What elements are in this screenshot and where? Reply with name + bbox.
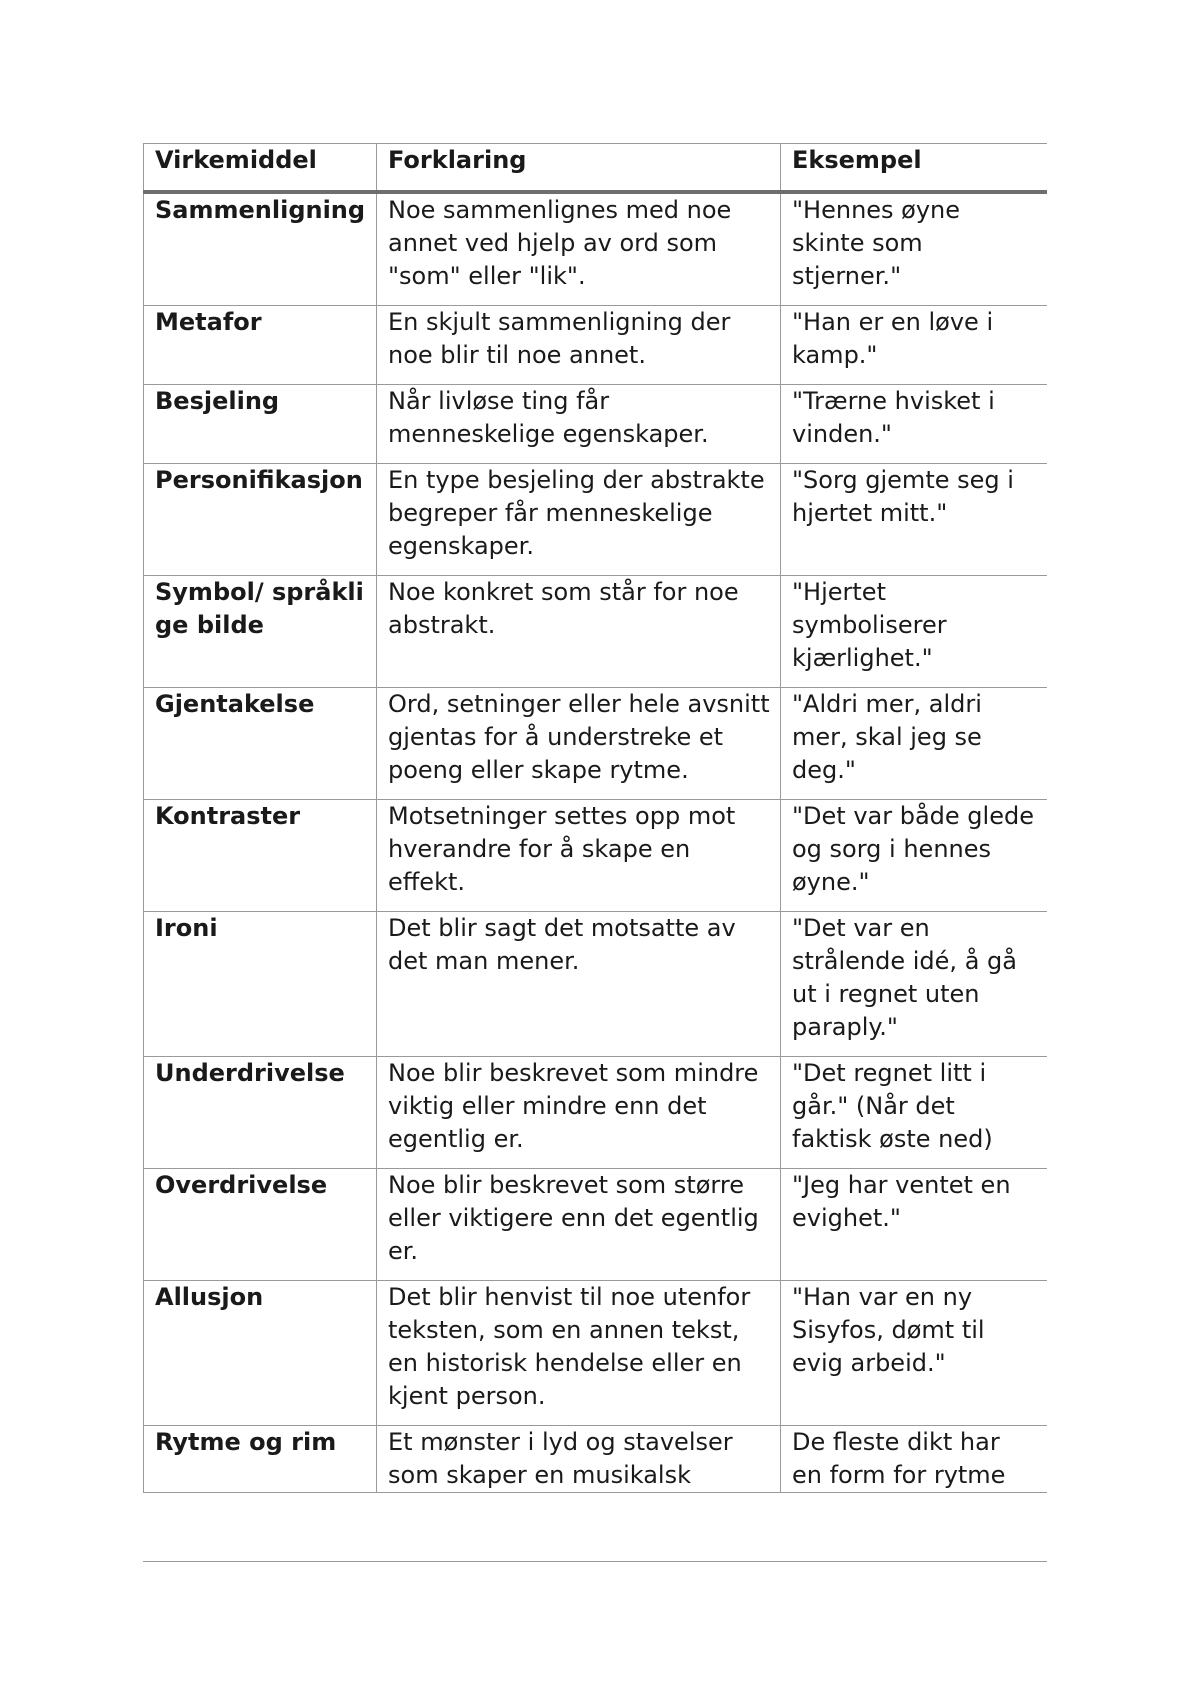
term-cell: Symbol/ språklige bilde (144, 576, 377, 688)
table-header-row (144, 144, 1048, 193)
table-row (144, 385, 1048, 464)
term-cell: Underdrivelse (144, 1057, 377, 1169)
term-cell: Ironi (144, 912, 377, 1057)
literary-devices-table-container (143, 143, 1047, 1562)
example-cell: "Det regnet litt i går." (Når det faktisk øste ned) (781, 1057, 1048, 1169)
example-cell: "Trærne hvisket i vinden." (781, 385, 1048, 464)
example-cell: "Han var en ny Sisyfos, dømt til evig arbeid." (781, 1281, 1048, 1426)
table-row (144, 688, 1048, 800)
term-cell: Overdrivelse (144, 1169, 377, 1281)
explanation-cell: En skjult sammenligning der noe blir til noe annet. (377, 306, 781, 385)
term-cell: Metafor (144, 306, 377, 385)
table-row (144, 306, 1048, 385)
explanation-cell: Noe sammenlignes med noe annet ved hjelp av ord som "som" eller "lik". (377, 192, 781, 306)
literary-devices-table (143, 143, 1047, 1493)
explanation-cell: Noe konkret som står for noe abstrakt. (377, 576, 781, 688)
term-cell: Rytme og rim (144, 1426, 377, 1493)
header-forklaring: Forklaring (377, 144, 781, 193)
example-cell: "Det var både glede og sorg i hennes øyne." (781, 800, 1048, 912)
explanation-cell: Når livløse ting får menneskelige egenskaper. (377, 385, 781, 464)
example-cell: "Han er en løve i kamp." (781, 306, 1048, 385)
table-row (144, 576, 1048, 688)
example-cell: "Sorg gjemte seg i hjertet mitt." (781, 464, 1048, 576)
explanation-cell: En type besjeling der abstrakte begreper får menneskelige egenskaper. (377, 464, 781, 576)
explanation-cell: Ord, setninger eller hele avsnitt gjentas for å understreke et poeng eller skape rytme. (377, 688, 781, 800)
table-row (144, 1426, 1048, 1493)
term-cell: Kontraster (144, 800, 377, 912)
table-row (144, 800, 1048, 912)
term-cell: Gjentakelse (144, 688, 377, 800)
term-cell: Personifikasjon (144, 464, 377, 576)
header-virkemiddel: Virkemiddel (144, 144, 377, 193)
term-cell: Sammenligning (144, 192, 377, 306)
example-cell: "Hjertet symboliserer kjærlighet." (781, 576, 1048, 688)
explanation-cell: Noe blir beskrevet som mindre viktig eller mindre enn det egentlig er. (377, 1057, 781, 1169)
header-eksempel: Eksempel (781, 144, 1048, 193)
table-row (144, 912, 1048, 1057)
table-row (144, 1169, 1048, 1281)
example-cell: "Jeg har ventet en evighet." (781, 1169, 1048, 1281)
table-row (144, 1057, 1048, 1169)
term-cell: Allusjon (144, 1281, 377, 1426)
explanation-cell: Det blir henvist til noe utenfor teksten, som en annen tekst, en historisk hendelse eller en kjent person. (377, 1281, 781, 1426)
table-row (144, 1281, 1048, 1426)
explanation-cell: Noe blir beskrevet som større eller viktigere enn det egentlig er. (377, 1169, 781, 1281)
explanation-cell: Et mønster i lyd og stavelser som skaper en musikalsk (377, 1426, 781, 1493)
example-cell: "Aldri mer, aldri mer, skal jeg se deg." (781, 688, 1048, 800)
example-cell: De fleste dikt har en form for rytme (781, 1426, 1048, 1493)
explanation-cell: Det blir sagt det motsatte av det man mener. (377, 912, 781, 1057)
explanation-cell: Motsetninger settes opp mot hverandre for å skape en effekt. (377, 800, 781, 912)
table-row (144, 464, 1048, 576)
term-cell: Besjeling (144, 385, 377, 464)
example-cell: "Hennes øyne skinte som stjerner." (781, 192, 1048, 306)
example-cell: "Det var en strålende idé, å gå ut i regnet uten paraply." (781, 912, 1048, 1057)
table-row (144, 192, 1048, 306)
